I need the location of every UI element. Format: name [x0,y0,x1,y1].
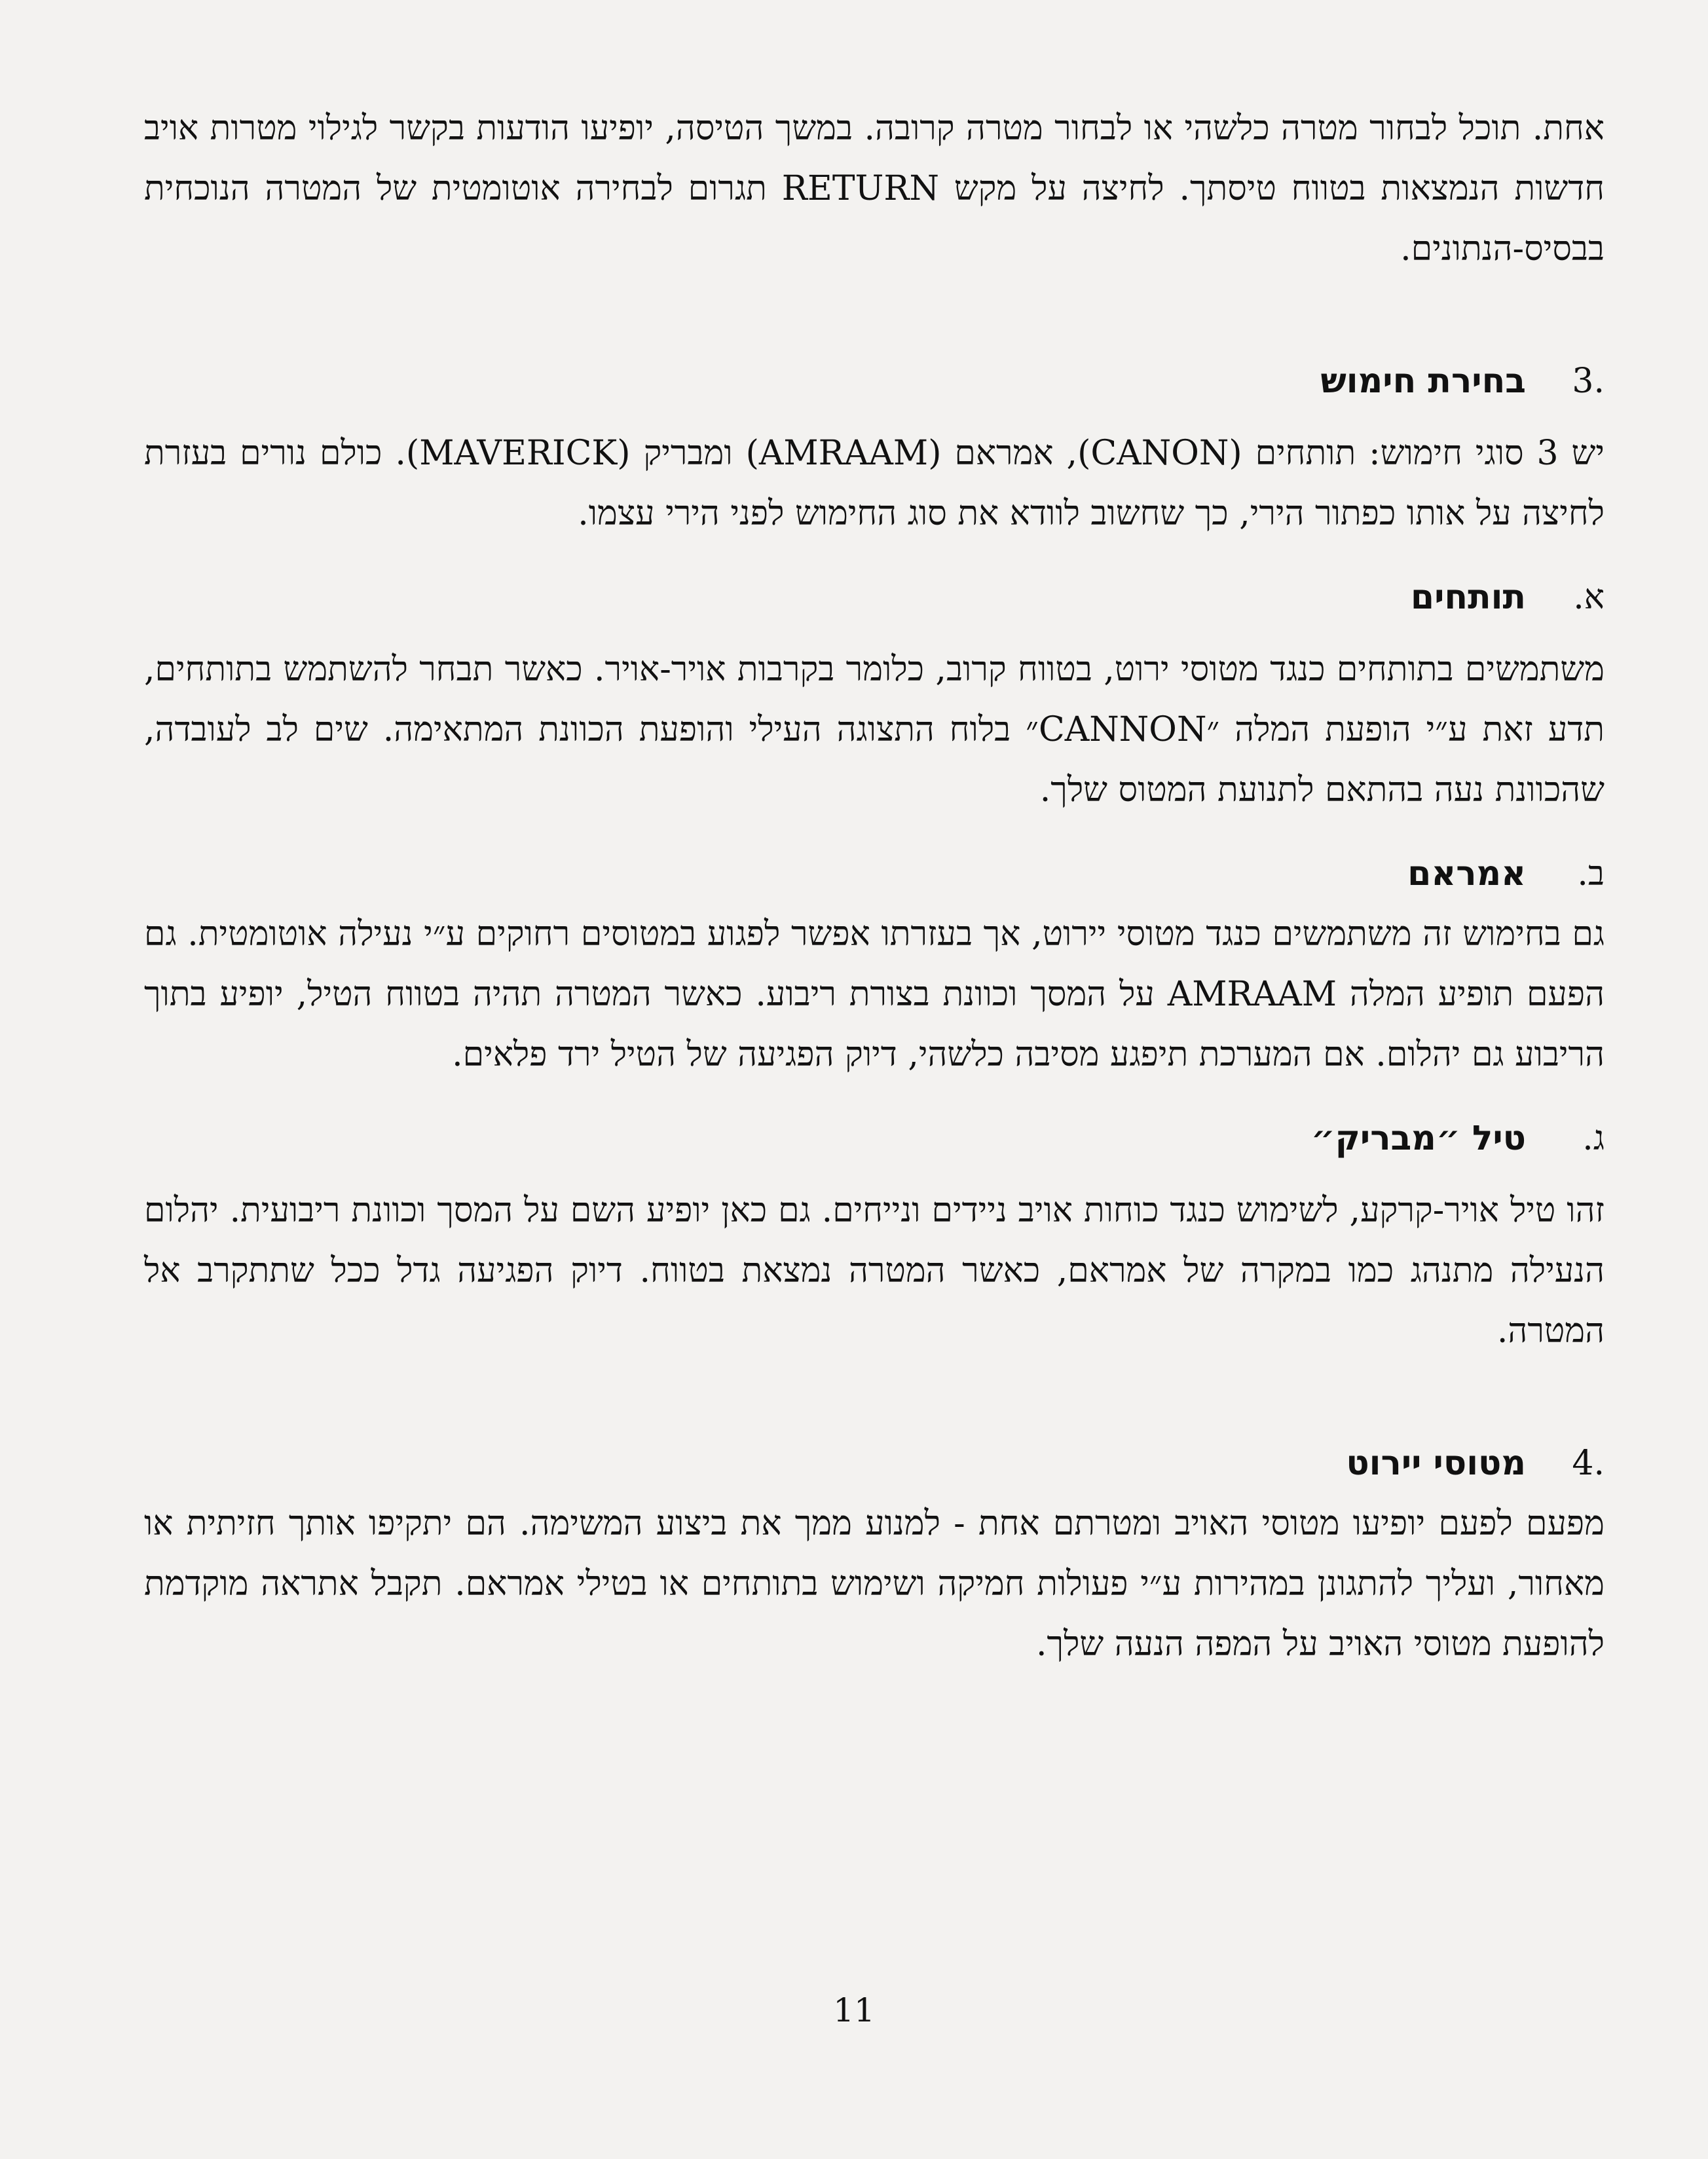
subsection-a-paragraph: משתמשים בתותחים כנגד מטוסי ירוט, בטווח קרוב, כלומר בקרבות אויר-אויר. כאשר תבחר להשתמש בתותחים, תדע זאת ע״י הופעת המלה ״CANNON״ בלוח התצוגה העילי והופעת הכוונת המתאימה. שים לב לעובדה, שהכוונת נעה בהתאם לתנועת המטוס שלך. [144,650,1605,810]
subsection-a-heading [144,567,1605,628]
section-4-title: מטוסי יירוט [1346,1444,1526,1483]
subsection-b-heading [144,844,1605,904]
section-4-heading [144,1433,1605,1493]
section-4-paragraph: מפעם לפעם יופיעו מטוסי האויב ומטרתם אחת - למנוע ממך את ביצוע המשימה. הם יתקיפו אותך חזיתית או מאחור, ועליך להתגונן במהירות ע״י פעולות חמיקה ושימוש בתותחים או בטילי אמראם. תקבל אתראה מוקדמת להופעת מטוסי האויב על המפה הנעה שלך. [144,1504,1605,1664]
subsection-c-number: ג. [1582,1119,1605,1158]
subsection-c-title: טיל ״מבריק״ [1310,1119,1526,1158]
subsection-b-paragraph: גם בחימוש זה משתמשים כנגד מטוסי יירוט, אך בעזרתו אפשר לפגוע במטוסים רחוקים ע״י נעילה אוטומטית. גם הפעם תופיע המלה AMRAAM על המסך וכוונת בצורת ריבוע. כאשר המטרה תהיה בטווח הטיל, יופיע בתוך הריבוע גם יהלום. אם המערכת תיפגע מסיבה כלשהי, דיוק הפגיעה של הטיל ירד פלאים. [144,914,1605,1074]
document-page [144,98,1605,2096]
section-3-number: .3 [1572,362,1605,401]
subsection-c-paragraph: זהו טיל אויר-קרקע, לשימוש כנגד כוחות אויב ניידים ונייחים. גם כאן יופיע השם על המסך וכוונת ריבועית. יהלום הנעילה מתנהג כמו במקרה של אמראם, כאשר המטרה נמצאת בטווח. דיוק הפגיעה גדל ככל שתתקרב אל המטרה. [144,1191,1605,1351]
intro-paragraph: אחת. תוכל לבחור מטרה כלשהי או לבחור מטרה קרובה. במשך הטיסה, יופיעו הודעות בקשר לגילוי מטרות אויב חדשות הנמצאות בטווח טיסתך. לחיצה על מקש RETURN תגרום לבחירה אוטומטית של המטרה הנוכחית בבסיס-הנתונים. [144,109,1605,269]
section-3-title: בחירת חימוש [1320,362,1526,401]
section-3-heading [144,351,1605,411]
subsection-c-heading [144,1108,1605,1169]
subsection-b-number: ב. [1577,854,1605,893]
subsection-a-number: א. [1573,578,1605,617]
subsection-b-title: אמראם [1407,854,1526,893]
page-number: 11 [833,1991,875,2029]
section-3-paragraph: יש 3 סוגי חימוש: תותחים (CANON), אמראם (AMRAAM) ומבריק (MAVERICK). כולם נורים בעזרת לחיצה על אותו כפתור הירי, כך שחשוב לוודא את סוג החימוש לפני הירי עצמו. [144,434,1605,533]
subsection-a-title: תותחים [1410,578,1526,617]
section-4-number: .4 [1572,1444,1605,1483]
